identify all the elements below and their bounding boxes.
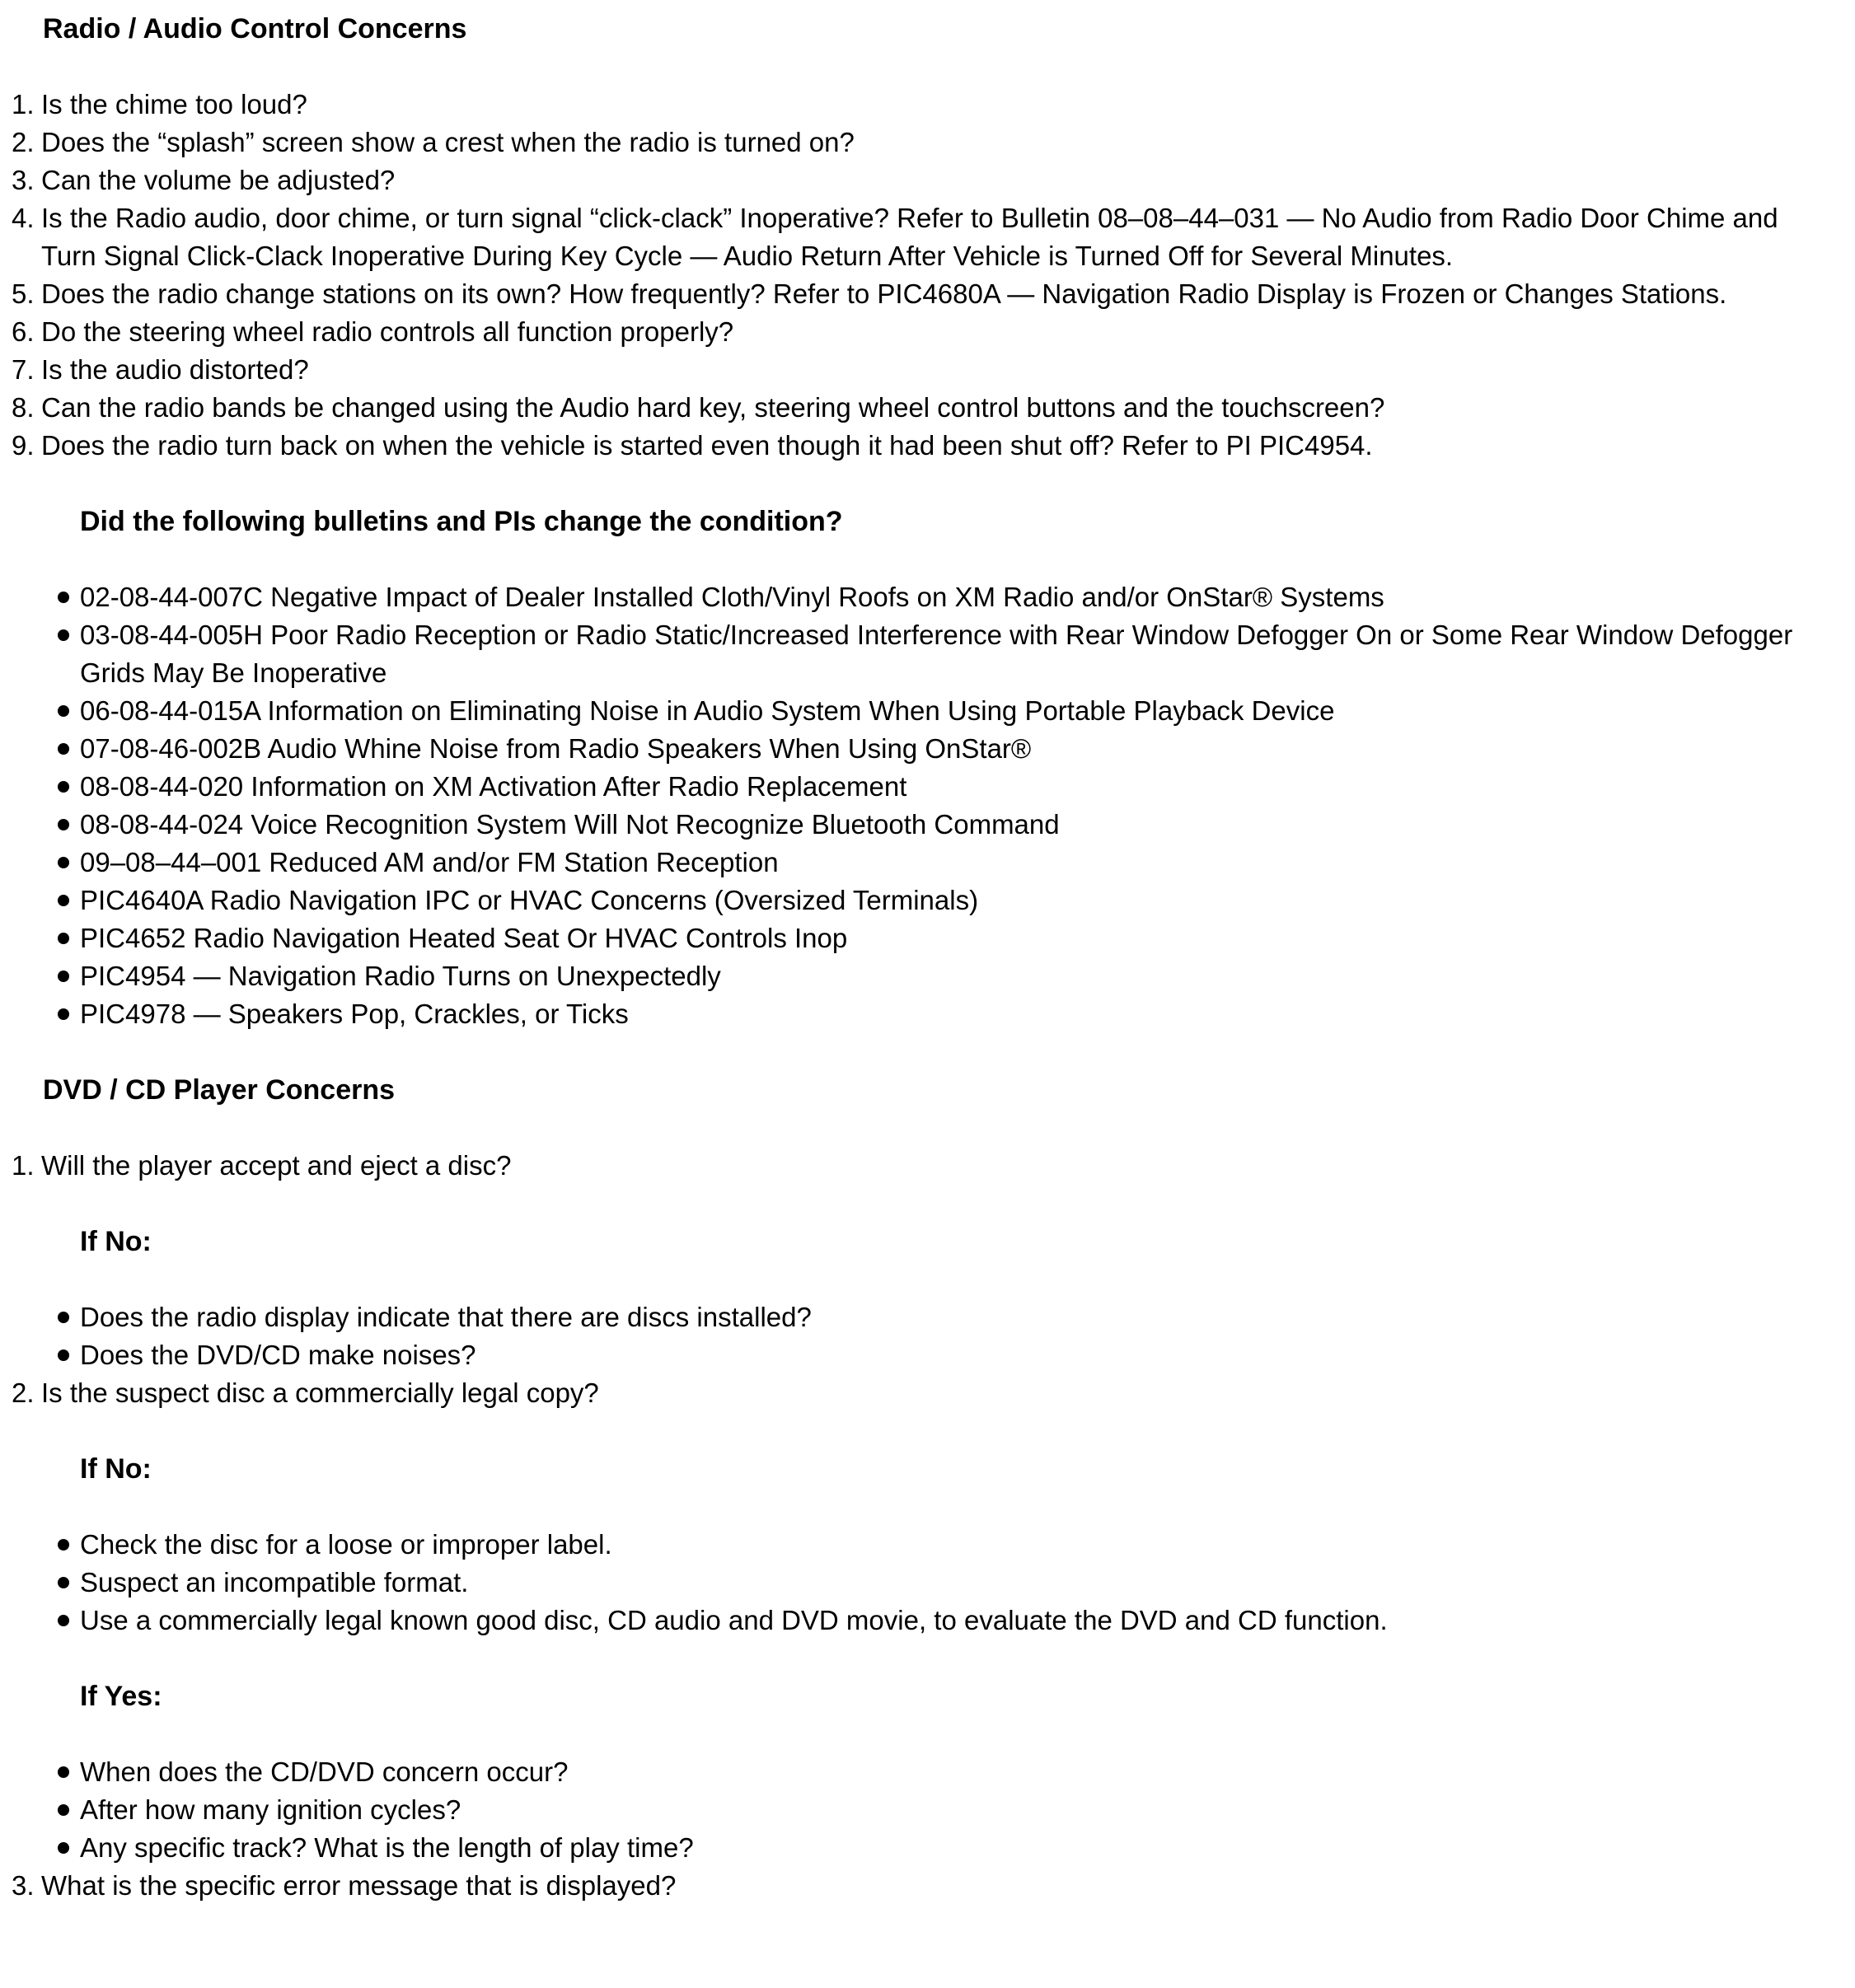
question-item xyxy=(0,124,1820,161)
section-title-radio-audio: Radio / Audio Control Concerns xyxy=(43,13,467,44)
question-item xyxy=(0,275,1820,313)
bulletin-text: 02-08-44-007C Negative Impact of Dealer Installed Cloth/Vinyl Roofs on XM Radio and/or OnStar® Systems xyxy=(80,582,1384,612)
question-item xyxy=(0,1147,1820,1185)
bullet-icon xyxy=(58,1804,69,1816)
bullet-icon xyxy=(58,1615,69,1626)
bullet-icon xyxy=(58,857,69,868)
bulletin-item xyxy=(0,730,1820,768)
bulletin-item xyxy=(0,578,1820,616)
item-text: Is the Radio audio, door chime, or turn signal “click-clack” Inoperative? Refer to Bulletin 08–08–44–031 — No Audio from Radio Door Chime and Turn Signal Click-Clack Inoperative During Key Cycle — Audio Return After Vehicle is Turned Off for Several Minutes. xyxy=(41,203,1778,271)
item-text: When does the CD/DVD concern occur? xyxy=(80,1756,569,1787)
item-text: Does the “splash” screen show a crest when the radio is turned on? xyxy=(41,127,855,157)
bulletin-item xyxy=(0,806,1820,844)
bullet-icon xyxy=(58,1312,69,1323)
bullet-icon xyxy=(58,629,69,641)
item-text: Use a commercially legal known good disc, CD audio and DVD movie, to evaluate the DVD and CD function. xyxy=(80,1605,1388,1635)
item-number: 6. xyxy=(12,316,35,347)
item-number: 3. xyxy=(12,165,35,195)
item-text: After how many ignition cycles? xyxy=(80,1794,461,1825)
checklist-item xyxy=(0,1526,1820,1564)
if-no-heading: If No: xyxy=(80,1226,152,1257)
question-item xyxy=(0,86,1820,124)
item-text: Any specific track? What is the length of play time? xyxy=(80,1832,694,1863)
item-number: 1. xyxy=(12,1150,35,1181)
bulletin-item xyxy=(0,919,1820,957)
item-text: Do the steering wheel radio controls all function properly? xyxy=(41,316,734,347)
bulletin-text: PIC4640A Radio Navigation IPC or HVAC Concerns (Oversized Terminals) xyxy=(80,885,979,915)
bulletin-text: PIC4954 — Navigation Radio Turns on Unexpectedly xyxy=(80,961,721,991)
question-item xyxy=(0,161,1820,199)
bulletin-item xyxy=(0,995,1820,1033)
question-item xyxy=(0,389,1820,427)
bullet-icon xyxy=(58,1539,69,1551)
checklist-item xyxy=(0,1298,1820,1336)
item-number: 2. xyxy=(12,127,35,157)
bulletin-text: 09–08–44–001 Reduced AM and/or FM Station Reception xyxy=(80,847,779,877)
bullet-icon xyxy=(58,592,69,603)
question-item xyxy=(0,313,1820,351)
item-text: Can the radio bands be changed using the Audio hard key, steering wheel control buttons and the touchscreen? xyxy=(41,392,1385,423)
item-number: 8. xyxy=(12,392,35,423)
checklist-item xyxy=(0,1564,1820,1602)
item-text: Check the disc for a loose or improper label. xyxy=(80,1529,612,1560)
bulletin-text: 07-08-46-002B Audio Whine Noise from Radio Speakers When Using OnStar® xyxy=(80,733,1032,764)
item-number: 9. xyxy=(12,430,35,461)
checklist-item xyxy=(0,1829,1820,1867)
item-text: Can the volume be adjusted? xyxy=(41,165,396,195)
item-text: Does the radio change stations on its own? How frequently? Refer to PIC4680A — Navigation Radio Display is Frozen or Changes Stations. xyxy=(41,278,1727,309)
question-item xyxy=(0,1867,1820,1905)
bullet-icon xyxy=(58,1842,69,1854)
item-number: 5. xyxy=(12,278,35,309)
bulletin-text: PIC4978 — Speakers Pop, Crackles, or Ticks xyxy=(80,999,629,1029)
bullet-icon xyxy=(58,705,69,717)
item-text: What is the specific error message that is displayed? xyxy=(41,1870,677,1901)
bulletin-text: 08-08-44-024 Voice Recognition System Will Not Recognize Bluetooth Command xyxy=(80,809,1060,840)
question-item xyxy=(0,199,1820,275)
bulletin-item xyxy=(0,844,1820,882)
question-item xyxy=(0,427,1820,465)
question-item xyxy=(0,351,1820,389)
bulletin-text: 03-08-44-005H Poor Radio Reception or Radio Static/Increased Interference with Rear Window Defogger On or Some Rear Window Defogger Grids May Be Inoperative xyxy=(80,620,1793,688)
checklist-item xyxy=(0,1602,1820,1640)
bullet-icon xyxy=(58,895,69,906)
item-number: 3. xyxy=(12,1870,35,1901)
bulletin-text: PIC4652 Radio Navigation Heated Seat Or HVAC Controls Inop xyxy=(80,923,848,953)
bulletin-text: 06-08-44-015A Information on Eliminating Noise in Audio System When Using Portable Playback Device xyxy=(80,695,1335,726)
item-number: 2. xyxy=(12,1378,35,1408)
bulletin-item xyxy=(0,957,1820,995)
item-text: Does the radio turn back on when the vehicle is started even though it had been shut off? Refer to PI PIC4954. xyxy=(41,430,1373,461)
if-no-heading: If No: xyxy=(80,1453,152,1485)
item-text: Does the radio display indicate that there are discs installed? xyxy=(80,1302,812,1332)
checklist-item xyxy=(0,1791,1820,1829)
bulletins-subheading: Did the following bulletins and PIs change the condition? xyxy=(80,506,843,537)
bullet-icon xyxy=(58,743,69,755)
bulletin-text: 08-08-44-020 Information on XM Activation After Radio Replacement xyxy=(80,771,907,802)
item-text: Will the player accept and eject a disc? xyxy=(41,1150,512,1181)
section-title-dvd-cd: DVD / CD Player Concerns xyxy=(43,1074,396,1106)
bullet-icon xyxy=(58,1577,69,1588)
bullet-icon xyxy=(58,1766,69,1778)
bullet-icon xyxy=(58,819,69,830)
item-text: Does the DVD/CD make noises? xyxy=(80,1340,476,1370)
bullet-icon xyxy=(58,971,69,982)
bulletin-item xyxy=(0,692,1820,730)
if-yes-heading: If Yes: xyxy=(80,1681,162,1712)
checklist-item xyxy=(0,1753,1820,1791)
checklist-item xyxy=(0,1336,1820,1374)
item-text: Suspect an incompatible format. xyxy=(80,1567,469,1597)
bulletin-item xyxy=(0,768,1820,806)
question-item xyxy=(0,1374,1820,1412)
item-number: 7. xyxy=(12,354,35,385)
bullet-icon xyxy=(58,781,69,793)
bulletin-item xyxy=(0,882,1820,919)
item-text: Is the chime too loud? xyxy=(41,89,307,119)
item-text: Is the suspect disc a commercially legal copy? xyxy=(41,1378,599,1408)
bullet-icon xyxy=(58,1008,69,1020)
bullet-icon xyxy=(58,933,69,944)
bulletin-item xyxy=(0,616,1820,692)
item-text: Is the audio distorted? xyxy=(41,354,309,385)
bullet-icon xyxy=(58,1350,69,1361)
item-number: 4. xyxy=(12,203,35,233)
item-number: 1. xyxy=(12,89,35,119)
